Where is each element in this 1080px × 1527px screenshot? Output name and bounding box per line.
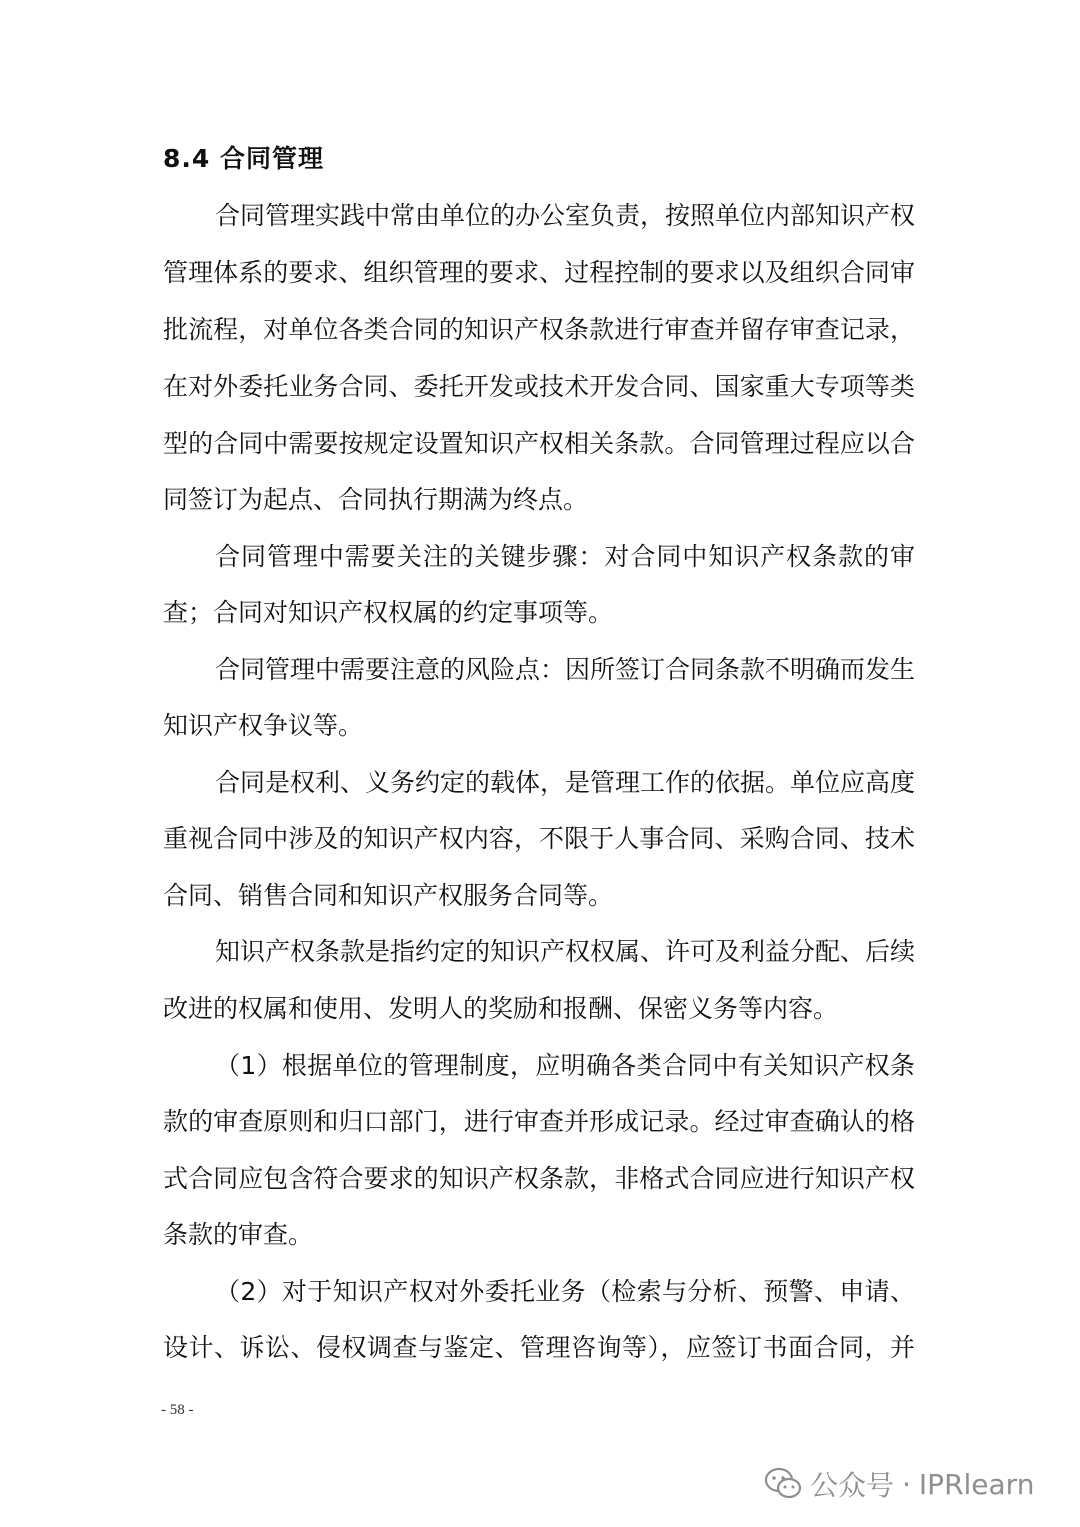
section-heading: 8.4 合同管理	[163, 144, 324, 173]
wechat-icon	[764, 1467, 802, 1501]
paragraph-line: （1）根据单位的管理制度，应明确各类合同中有关知识产权条	[215, 1051, 915, 1080]
paragraph-line: 批流程，对单位各类合同的知识产权条款进行审查并留存审查记录，	[163, 315, 915, 344]
page-number: - 58 -	[161, 1402, 194, 1418]
paragraph-line: 款的审查原则和归口部门，进行审查并形成记录。经过审查确认的格	[163, 1107, 915, 1136]
paragraph-line: 合同管理中需要关注的关键步骤：对合同中知识产权条款的审	[215, 542, 915, 571]
paragraph-line: 设计、诉讼、侵权调查与鉴定、管理咨询等），应签订书面合同，并	[163, 1333, 915, 1362]
paragraph-line: 查；合同对知识产权权属的约定事项等。	[163, 598, 614, 627]
paragraph-line: 合同是权利、义务约定的载体，是管理工作的依据。单位应高度	[215, 768, 916, 797]
watermark	[764, 1464, 1034, 1504]
watermark-prefix: 公众号	[810, 1469, 895, 1502]
watermark-separator: ·	[902, 1467, 911, 1501]
paragraph-line: （2）对于知识产权对外委托业务（检索与分析、预警、申请、	[215, 1277, 915, 1306]
paragraph-line: 知识产权条款是指约定的知识产权权属、许可及利益分配、后续	[215, 937, 916, 966]
paragraph-line: 合同管理中需要注意的风险点：因所签订合同条款不明确而发生	[215, 655, 916, 684]
paragraph-line: 重视合同中涉及的知识产权内容，不限于人事合同、采购合同、技术	[163, 824, 915, 853]
paragraph-line: 改进的权属和使用、发明人的奖励和报酬、保密义务等内容。	[163, 994, 839, 1023]
paragraph-line: 条款的审查。	[163, 1220, 314, 1249]
watermark-account: IPRlearn	[918, 1467, 1035, 1501]
paragraph-line: 管理体系的要求、组织管理的要求、过程控制的要求以及组织合同审	[163, 258, 915, 287]
paragraph-line: 知识产权争议等。	[163, 711, 364, 740]
paragraph-line: 合同管理实践中常由单位的办公室负责，按照单位内部知识产权	[215, 201, 916, 230]
paragraph-line: 型的合同中需要按规定设置知识产权相关条款。合同管理过程应以合	[163, 429, 915, 458]
paragraph-line: 同签订为起点、合同执行期满为终点。	[163, 485, 589, 514]
paragraph-line: 式合同应包含符合要求的知识产权条款，非格式合同应进行知识产权	[163, 1164, 915, 1193]
paragraph-line: 合同、销售合同和知识产权服务合同等。	[163, 881, 614, 910]
paragraph-line: 在对外委托业务合同、委托开发或技术开发合同、国家重大专项等类	[163, 372, 915, 401]
